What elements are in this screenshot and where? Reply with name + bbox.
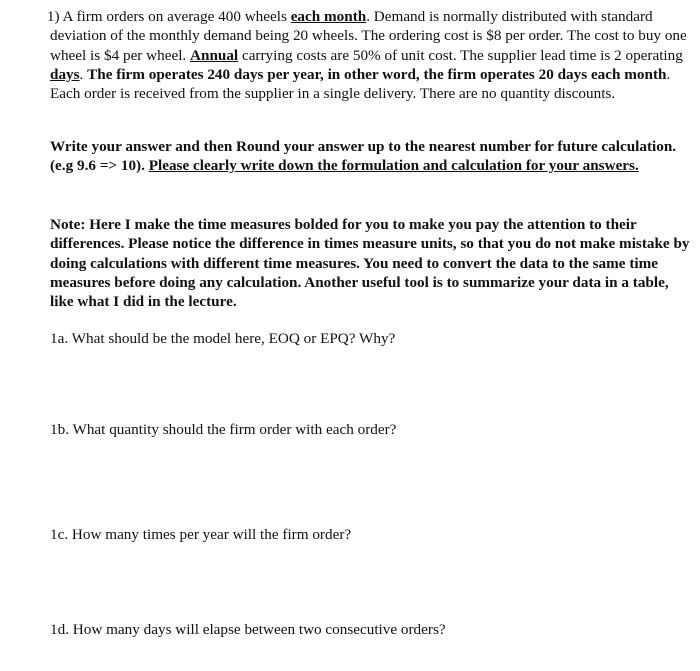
operating-days-emphasis: The firm operates 240 days per year, in other word, the firm operates 20 days each month <box>87 65 667 83</box>
problem-statement <box>46 7 690 103</box>
each-month-emphasis: each month <box>290 8 367 25</box>
document-page <box>46 7 690 638</box>
days-emphasis: days <box>50 65 80 83</box>
question-1a: 1a. What should be the model here, EOQ or EPQ? Why? <box>50 330 396 347</box>
instructions <box>50 137 690 176</box>
instructions-formulation: Please clearly write down the formulation and calculation for your answers. <box>148 157 639 175</box>
problem-intro: 1) A firm orders on average 400 wheels <box>46 8 291 25</box>
problem-text-b: carrying costs are 50% of unit cost. The supplier lead time is 2 operating <box>238 46 683 64</box>
question-1b: 1b. What quantity should the firm order with each order? <box>50 421 397 438</box>
question-1c: 1c. How many times per year will the firm order? <box>50 526 352 543</box>
problem-text-a: . Demand is normally distributed with standard deviation of the monthly demand being 20 wheels. The ordering cost is $8 per order. The cost to buy one wheel is $4 per wheel. <box>50 8 687 64</box>
note-paragraph: Note: Here I make the time measures bolded for you to make you pay the attention to their differences. Please notice the difference in times measure units, so that you do not make mistake by doing calculations with different time measures. You need to convert the data to the same time measures before doing any calculation. Another useful tool is to summarize your data in a table, like what I did in the lecture. <box>50 216 690 311</box>
problem-text-c: . <box>79 65 88 83</box>
question-1d: 1d. How many days will elapse between two consecutive orders? <box>50 621 446 638</box>
annual-emphasis: Annual <box>190 46 239 64</box>
problem-text-d: . Each order is received from the supplier in a single delivery. There are no quantity discounts. <box>50 65 671 103</box>
instructions-rounding: Write your answer and then Round your answer up to the nearest number for future calculation. (e.g 9.6 => 10). <box>50 138 677 175</box>
